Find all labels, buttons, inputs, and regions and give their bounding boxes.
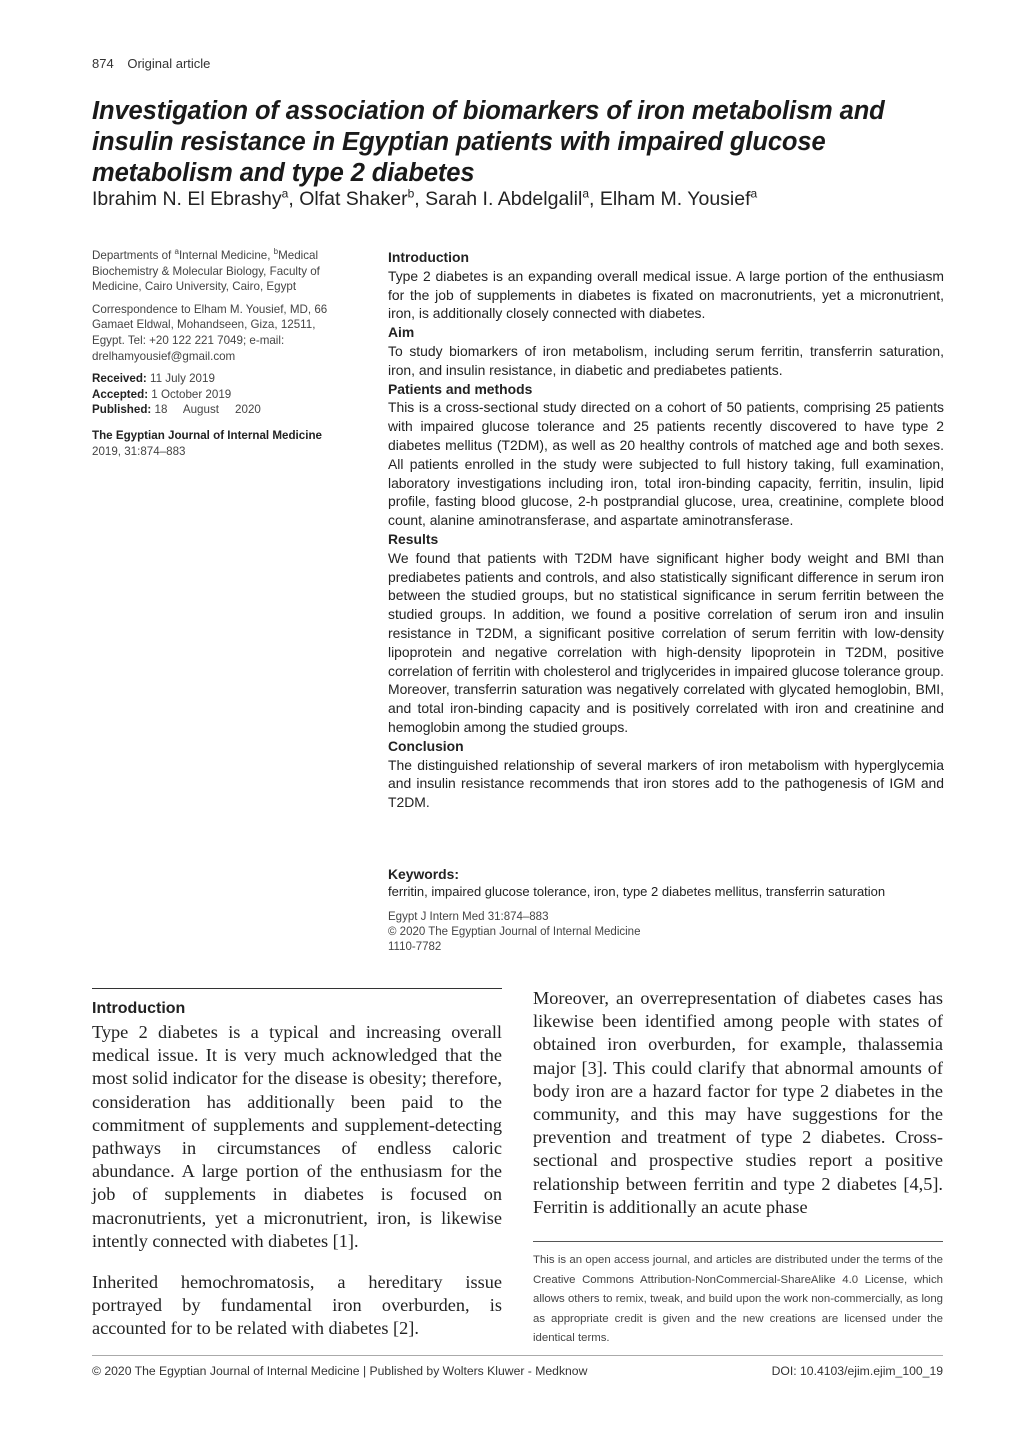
journal-citation: 2019, 31:874–883 bbox=[92, 444, 186, 458]
abstract-text: To study biomarkers of iron metabolism, including serum ferritin, transferrin saturation, iron, and insulin resistance, in diabetic and prediabetes patients. bbox=[388, 342, 944, 378]
citation: Egypt J Intern Med 31:874–883 bbox=[388, 911, 549, 923]
section-divider bbox=[92, 988, 502, 989]
author-name: Elham M. Yousief bbox=[599, 188, 751, 210]
abstract bbox=[388, 248, 944, 812]
journal-name: The Egyptian Journal of Internal Medicine bbox=[92, 428, 322, 442]
abstract-heading: Results bbox=[388, 530, 439, 547]
abstract-text: This is a cross-sectional study directed on a cohort of 50 patients, comprising 25 patients with impaired glucose tolerance and 25 patients recently discovered to have type 2 diabetes mellitus (T2DM), as well as 20 healthy controls of matched age and both sexes. All patients enrolled in the study were subjected to full history taking, full examination, laboratory investigations including iron, total iron-binding capacity, ferritin, insulin, lipid profile, fasting blood glucose, 2-h postprandial glucose, urea, creatinine, complete blood count, alanine aminotransferase, and aspartate aminotransferase. bbox=[388, 399, 944, 529]
footer-divider bbox=[92, 1355, 943, 1356]
article-title: Investigation of association of biomarkers of iron metabolism and insulin resistance in Egyptian patients with impaired glucose metabolism and type 2 diabetes bbox=[92, 97, 885, 187]
keywords bbox=[388, 866, 944, 900]
author-affiliation: a bbox=[281, 186, 289, 201]
article-type: Original article bbox=[127, 56, 211, 71]
article-dates: Received: 11 July 2019 Accepted: 1 October 2019 Published: 18 August 2020 bbox=[92, 372, 261, 417]
keywords-heading: Keywords: bbox=[388, 866, 460, 882]
journal-info bbox=[92, 428, 342, 459]
abstract-heading: Patients and methods bbox=[388, 380, 533, 397]
received-date: 11 July 2019 bbox=[150, 372, 215, 386]
abstract-heading: Aim bbox=[388, 324, 415, 341]
abstract-text: We found that patients with T2DM have significant higher body weight and BMI than prediabetes patients and controls, and also statistically significant difference in serum iron between the studied groups, but no statistical significance in serum ferritin between the studied groups. In addition, we found a positive correlation of serum iron and insulin resistance in T2DM, a significant positive correlation of serum ferritin with low-density lipoprotein and negative correlation with high-density lipoprotein in T2DM, positive correlation of ferritin with cholesterol and triglycerides in impaired glucose tolerance group. Moreover, transferrin saturation was negatively correlated with glycated hemoglobin, BMI, and total iron-binding capacity and is positively correlated with iron and creatinine and hemoglobin among the studied groups. bbox=[388, 549, 944, 735]
author-name: Olfat Shaker bbox=[299, 188, 408, 210]
article-info-sidebar bbox=[92, 248, 342, 459]
author-affiliation: a bbox=[582, 186, 589, 201]
abstract-heading: Introduction bbox=[388, 249, 470, 265]
affiliations: Departments of $^a$Internal Medicine, $^b$Medical Biochemistry & Molecular Biology, Faculty of Medicine, Cairo University, Cairo, Egypt bbox=[92, 247, 320, 294]
abstract-text: The distinguished relationship of several markers of iron metabolism with hyperglycemia and insulin resistance recommends that iron stores add to the pathogenesis of IGM and T2DM. bbox=[388, 756, 944, 811]
page-number: 874 bbox=[92, 56, 114, 71]
citation-meta bbox=[388, 910, 944, 956]
author-affiliation: b bbox=[407, 186, 415, 201]
issn: 1110-7782 bbox=[388, 941, 442, 954]
body-paragraph: Type 2 diabetes is a typical and increasing overall medical issue. It is very much acknowledged that the most solid indicator for the disease is obesity; therefore, consideration has additionally been paid to the commitment of supplements and supplement-detecting pathways in circumstances of endless caloric abundance. A large portion of the enthusiasm for the job of supplements in diabetes is focused on macronutrients, yet a micronutrient, iron, is likewise intently connected with diabetes [1]. bbox=[92, 1022, 502, 1251]
body-paragraph: Inherited hemochromatosis, a hereditary issue portrayed by fundamental iron overburden, is accounted for to be related with diabetes [2]. bbox=[92, 1272, 502, 1339]
keywords-text: ferritin, impaired glucose tolerance, iron, type 2 diabetes mellitus, transferrin saturation bbox=[388, 884, 886, 899]
correspondence: Correspondence to Elham M. Yousief, MD, 66 Gamaet Eldwal, Mohandseen, Giza, 12511, Egypt. Tel: +20 122 221 7049; e-mail: drelhamyousief@gmail.com bbox=[92, 302, 328, 363]
section-heading: Introduction bbox=[92, 1000, 186, 1017]
author-affiliation: a bbox=[750, 186, 758, 201]
body-column-right bbox=[533, 987, 943, 1219]
author-list: Ibrahim N. El Ebrashy$^a$, Olfat Shaker$^b$, Sarah I. Abdelgalil$^a$, Elham M. Yousief$^a$ bbox=[92, 186, 758, 210]
license-note: This is an open access journal, and articles are distributed under the terms of the Creative Commons Attribution-NonCommercial-ShareAlike 4.0 License, which allows others to remix, tweak, and build upon the work non-commercially, as long as appropriate credit is given and the new creations are licensed under the identical terms. bbox=[533, 1254, 943, 1345]
copyright: © 2020 The Egyptian Journal of Internal Medicine bbox=[388, 926, 641, 939]
running-header bbox=[92, 56, 210, 71]
license-divider bbox=[533, 1241, 943, 1242]
footer-publisher: © 2020 The Egyptian Journal of Internal Medicine | Published by Wolters Kluwer - Medknow bbox=[92, 1364, 588, 1378]
accepted-date: 1 October 2019 bbox=[151, 387, 232, 401]
author-name: Ibrahim N. El Ebrashy bbox=[92, 188, 282, 210]
author-name: Sarah I. Abdelgalil bbox=[425, 188, 583, 210]
published-date: 18 August 2020 bbox=[154, 403, 261, 417]
abstract-text: Type 2 diabetes is an expanding overall medical issue. A large portion of the enthusiasm for the job of supplements in diabetes is fixated on macronutrients, yet a micronutrient, iron, is additionally closely connected with diabetes. bbox=[388, 267, 944, 322]
abstract-heading: Conclusion bbox=[388, 737, 464, 754]
footer-doi: DOI: 10.4103/ejim.ejim_100_19 bbox=[771, 1364, 943, 1378]
body-paragraph: Moreover, an overrepresentation of diabetes cases has likewise been identified among people with states of obtained iron overburden, for example, thalassemia major [3]. This could clarify that abnormal amounts of body iron are a hazard factor for type 2 diabetes in the community, and this may have suggestions for the prevention and treatment of type 2 diabetes. Cross-sectional and prospective studies report a positive relationship between ferritin and type 2 diabetes [4,5]. Ferritin is additionally an acute phase bbox=[533, 988, 943, 1217]
body-column-left bbox=[92, 996, 502, 1359]
